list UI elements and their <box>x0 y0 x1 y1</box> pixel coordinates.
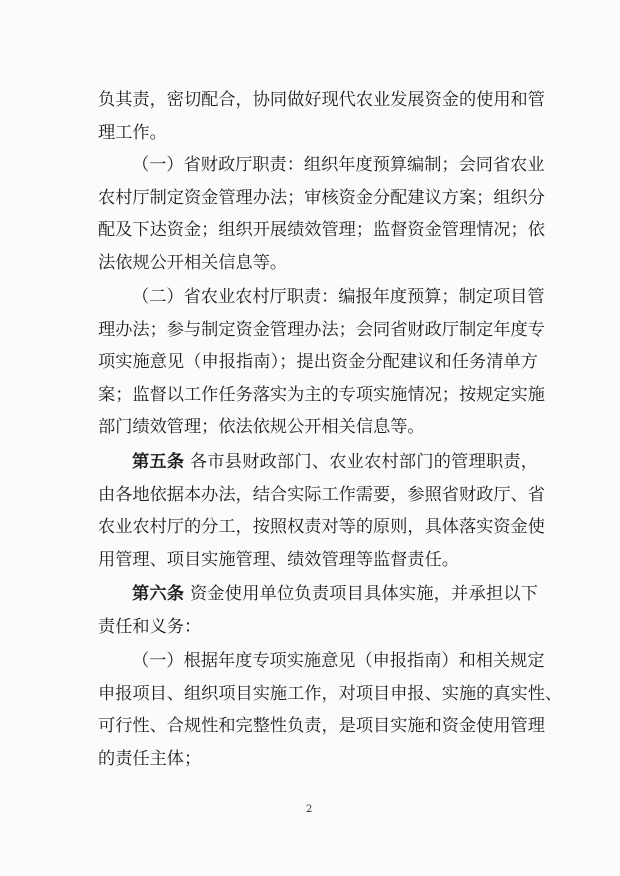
article-heading: 第六条 <box>132 584 185 604</box>
article-5 <box>98 446 545 576</box>
paragraph-6 <box>98 645 563 775</box>
text-line: 理工作。 <box>98 122 167 143</box>
text-line: 农村厅制定资金管理办法；审核资金分配建议方案；组织分 <box>98 187 545 208</box>
text-line: 可行性、合规性和完整性负责，是项目实施和资金使用管理 <box>98 716 545 737</box>
text-line: 农业农村厅的分工，按照权责对等的原则，具体落实资金使 <box>98 517 545 538</box>
text-line: 的责任主体； <box>98 748 202 769</box>
text-line: 责任和义务： <box>98 616 202 637</box>
text-line: 部门绩效管理；依法依规公开相关信息等。 <box>98 417 425 438</box>
text-line: （一）根据年度专项实施意见（申报指南）和相关规定 <box>132 651 545 671</box>
text-line: （二）省农业农村厅职责：编报年度预算；制定项目管 <box>132 287 545 307</box>
text-line: 由各地依据本办法，结合实际工作需要，参照省财政厅、省 <box>98 484 545 505</box>
text-line: 案；监督以工作任务落实为主的专项实施情况；按规定实施 <box>98 384 545 405</box>
text-line: 申报项目、组织项目实施工作，对项目申报、实施的真实性、 <box>98 683 563 704</box>
paragraph-1 <box>98 84 545 149</box>
article-6 <box>98 578 538 643</box>
article-heading: 第五条 <box>132 452 185 472</box>
text-line: 项实施意见（申报指南）；提出资金分配建议和任务清单方 <box>98 352 538 373</box>
article-text: 各市县财政部门、农业农村部门的管理职责， <box>189 452 538 472</box>
text-line: （一）省财政厅职责：组织年度预算编制；会同省农业 <box>132 155 545 175</box>
paragraph-2 <box>98 149 545 279</box>
text-line <box>98 446 538 479</box>
text-line <box>98 578 538 611</box>
text-line: 法依规公开相关信息等。 <box>98 252 288 273</box>
page-number: 2 <box>306 804 313 815</box>
text-line: 负其责，密切配合，协同做好现代农业发展资金的使用和管 <box>98 90 545 110</box>
article-text: 资金使用单位负责项目具体实施，并承担以下 <box>189 584 538 604</box>
text-line: 用管理、项目实施管理、绩效管理等监督责任。 <box>98 549 459 570</box>
paragraph-3 <box>98 281 545 444</box>
text-line: 理办法；参与制定资金管理办法；会同省财政厅制定年度专 <box>98 319 545 340</box>
text-line: 配及下达资金；组织开展绩效管理；监督资金管理情况；依 <box>98 220 545 241</box>
